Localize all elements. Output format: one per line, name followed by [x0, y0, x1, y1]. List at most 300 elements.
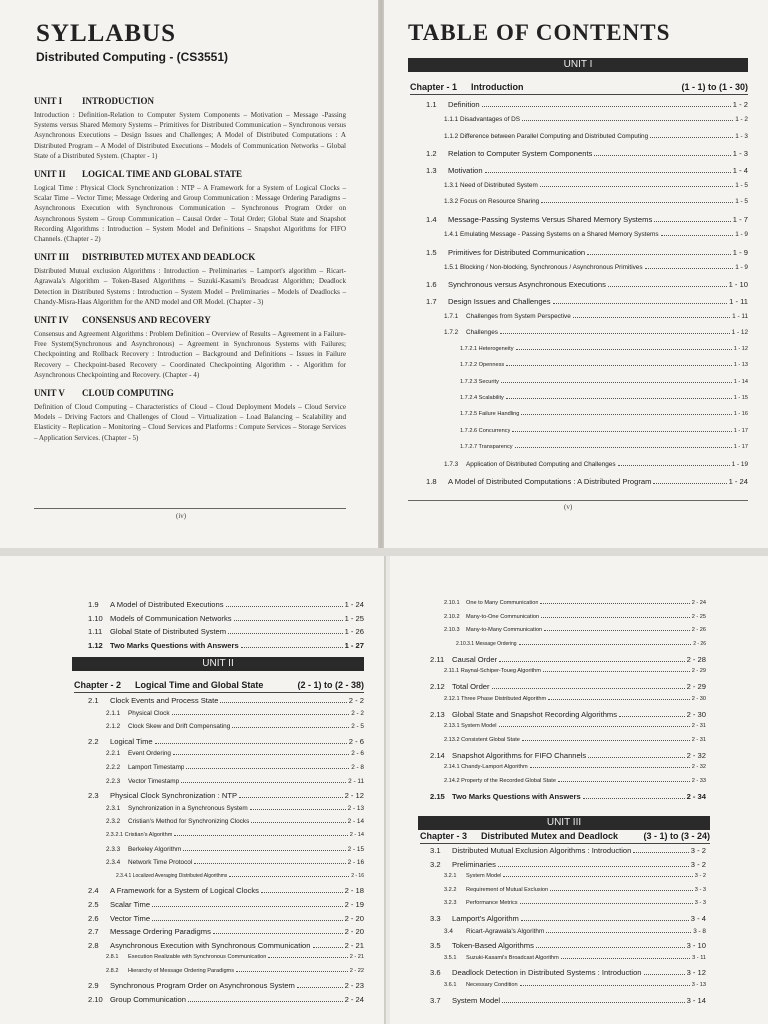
toc-entry[interactable] [430, 873, 706, 887]
unit-number: UNIT V [34, 388, 65, 399]
unit-heading [34, 252, 346, 262]
unit-number: UNIT III [34, 252, 70, 263]
entry-title: Vector Timestamp [128, 777, 180, 785]
dot-leader [550, 890, 693, 891]
entry-number: 2.8.1 [106, 954, 119, 961]
toc-entry[interactable] [426, 395, 748, 411]
dot-leader [594, 155, 730, 156]
entry-number: 1.7 [426, 296, 437, 306]
entry-title: Total Order [452, 682, 490, 692]
dot-leader [522, 120, 733, 121]
entry-number: 3.5.1 [444, 954, 457, 961]
entry-page: 3 - 2 [694, 873, 706, 880]
entry-page: 1 - 11 [729, 296, 748, 306]
toc-page-2 [0, 556, 384, 1024]
toc-entry[interactable] [426, 149, 748, 165]
dot-leader [181, 782, 346, 783]
toc-entry[interactable] [88, 832, 364, 846]
toc-entry[interactable] [88, 641, 364, 655]
toc-entry[interactable] [88, 914, 364, 928]
entry-title: Lamport's Algorithm [452, 913, 519, 923]
toc-entry[interactable] [426, 362, 748, 378]
entry-title: Primitives for Distributed Communication [448, 247, 586, 257]
entry-page: 3 - 10 [686, 941, 706, 951]
toc-page-1 [384, 0, 768, 548]
entry-number: 3.7 [430, 995, 441, 1005]
dot-leader [544, 630, 690, 631]
dot-leader [194, 863, 345, 864]
entry-title: Many-to-One Communication [466, 613, 540, 620]
entry-number: 3.2.2 [444, 886, 457, 893]
toc-entry[interactable] [430, 860, 706, 874]
entry-title: 2.3.4.1 Localized Averaging Distributed Algorithms [116, 872, 228, 879]
entry-title: 1.1.1 Disadvantages of DS [444, 116, 521, 124]
entry-title: Global State and Snapshot Recording Algorithms [452, 709, 618, 719]
scan-gap [0, 548, 768, 556]
toc-entry[interactable] [426, 133, 748, 149]
entry-page: 1 - 13 [733, 362, 748, 369]
entry-page: 1 - 11 [732, 313, 748, 321]
entry-page: 3 - 12 [686, 968, 706, 978]
entry-title: Deadlock Detection in Distributed Systems : Introduction [452, 968, 642, 978]
toc-entry[interactable] [426, 231, 748, 247]
toc-entry[interactable] [88, 927, 364, 941]
toc-entry[interactable] [430, 614, 706, 628]
entry-page: 2 - 6 [351, 750, 364, 758]
toc-entry[interactable] [426, 313, 748, 329]
entry-number: 2.8.2 [106, 967, 119, 974]
dot-leader [173, 754, 349, 755]
toc-entry[interactable] [88, 981, 364, 995]
entry-number: 2.14 [430, 750, 445, 760]
toc-entry[interactable] [430, 668, 706, 682]
toc-entry[interactable] [430, 600, 706, 614]
entry-number: 2.10.3 [444, 627, 460, 634]
dot-leader [536, 947, 685, 948]
entry-title: Scalar Time [110, 899, 151, 909]
entry-title: Challenges from System Perspective [466, 313, 571, 321]
entry-title: Logical Time [110, 736, 153, 746]
dot-leader [236, 971, 348, 972]
toc-entry[interactable] [430, 682, 706, 696]
toc-entry[interactable] [426, 411, 748, 427]
entry-number: 3.4 [444, 927, 453, 935]
entry-number: 1.4 [426, 214, 437, 224]
entry-title: Performance Metrics [466, 900, 518, 907]
dot-leader [543, 671, 690, 672]
entry-page: 2 - 21 [344, 940, 364, 950]
dot-leader [619, 716, 685, 717]
entry-title: Berkeley Algorithm [128, 845, 182, 853]
entry-title: Asynchronous Execution with Synchronous Communication [110, 940, 311, 950]
toc-entry[interactable] [426, 477, 748, 493]
toc-entry[interactable] [430, 941, 706, 955]
unit-heading [34, 96, 346, 106]
entry-page: 1 - 24 [728, 476, 748, 486]
dot-leader [516, 349, 732, 350]
entry-page: 2 - 29 [686, 682, 706, 692]
toc-entry[interactable] [430, 792, 706, 806]
entry-page: 2 - 21 [349, 954, 364, 961]
toc-entry[interactable] [88, 968, 364, 982]
unit-description: Introduction : Definition-Relation to Computer System Components – Motivation – Message -Passing Systems versus Shared Memory Systems – Primitives for Distributed Communication – Synchronous versus Asynchronous Executions – Design Issues and Challenges; A Model of Distributed Computations : A Distributed Program – A Model of Distributed Executions – Models of Communication Networks – Global State of a Distributed System. (Chapter - 1) [34, 111, 346, 160]
dot-leader [618, 465, 730, 466]
entry-title: Definition [448, 100, 480, 109]
entry-number: 2.1 [88, 696, 99, 705]
chapter-range: (3 - 1) to (3 - 24) [643, 831, 710, 841]
toc-entry[interactable] [426, 215, 748, 231]
chapter-3-heading [420, 831, 710, 841]
dot-leader [220, 702, 346, 703]
entry-title: Cristian's Method for Synchronizing Clocks [128, 818, 250, 826]
dot-leader [250, 809, 346, 810]
dot-leader [530, 767, 690, 768]
toc-entry[interactable] [88, 600, 364, 614]
dot-leader [661, 235, 734, 236]
entry-page: 2 - 11 [348, 777, 364, 785]
dot-leader [492, 688, 685, 689]
toc-entry[interactable] [426, 444, 748, 460]
toc-entry[interactable] [426, 461, 748, 477]
toc-entry[interactable] [430, 914, 706, 928]
toc-entry[interactable] [426, 297, 748, 313]
toc-entry[interactable] [88, 859, 364, 873]
toc-entry[interactable] [88, 995, 364, 1009]
dot-leader [588, 757, 684, 758]
toc-entry[interactable] [430, 900, 706, 914]
entry-number: 2.3 [88, 791, 99, 801]
entry-title: Synchronous Program Order on Asynchronous System [110, 981, 295, 991]
entry-page: 2 - 26 [691, 627, 706, 634]
entry-number: 3.2.3 [444, 900, 457, 907]
dot-leader [228, 633, 343, 634]
dot-leader [573, 317, 730, 318]
toc-entry[interactable] [430, 627, 706, 641]
entry-title: A Model of Distributed Computations : A Distributed Program [448, 476, 652, 486]
entry-page: 2 - 31 [691, 736, 706, 743]
toc-entry[interactable] [88, 737, 364, 751]
chapter-label: Chapter - 1 [410, 82, 458, 92]
entry-page: 1 - 7 [732, 214, 748, 224]
page-folio: (v) [564, 503, 573, 511]
toc-entry[interactable] [430, 982, 706, 996]
entry-title: 2.3.2.1 Cristian's Algorithm [106, 831, 173, 838]
entry-page: 1 - 4 [732, 165, 748, 175]
entry-page: 1 - 27 [344, 640, 364, 650]
entry-page: 1 - 17 [733, 444, 748, 451]
toc-entry[interactable] [430, 928, 706, 942]
entry-page: 1 - 17 [733, 427, 748, 434]
toc-entry[interactable] [426, 379, 748, 395]
toc-entry[interactable] [88, 805, 364, 819]
entry-number: 2.2.3 [106, 777, 121, 785]
entry-title: Network Time Protocol [128, 859, 193, 867]
dot-leader [519, 644, 692, 645]
entry-title: System Model [466, 873, 502, 880]
toc-entry[interactable] [426, 428, 748, 444]
chapter-name: Introduction [471, 82, 524, 92]
entry-title: 1.7.2.4 Scalability [460, 395, 504, 402]
chapter-name: Logical Time and Global State [135, 680, 264, 690]
dot-leader [522, 740, 690, 741]
chapter-rule [410, 94, 748, 95]
toc-entry[interactable] [88, 886, 364, 900]
toc-entry[interactable] [88, 941, 364, 955]
entry-number: 2.12 [430, 682, 445, 692]
toc-entry[interactable] [88, 614, 364, 628]
entry-page: 2 - 12 [344, 791, 364, 801]
entry-title: Lamport Timestamp [128, 763, 185, 771]
entry-title: Synchronization in a Synchronous System [128, 804, 248, 812]
chapter-range: (2 - 1) to (2 - 38) [297, 680, 364, 690]
dot-leader [653, 483, 726, 484]
syllabus-units [34, 88, 346, 443]
dot-leader [482, 106, 731, 107]
entry-number: 1.8 [426, 476, 437, 486]
entry-page: 1 - 26 [344, 627, 364, 636]
unit-description: Logical Time : Physical Clock Synchronization : NTP – A Framework for a System of Logical Clocks – Scalar Time – Vector Time; Message Ordering and Group Communication : Message Ordering Paradigms – Asynchronous Execution with Synchronous Communication – Synchronous Program Order on Asynchronous System – Group Communication – Causal Order – Total Order; Global State and Snapshot Recording Algorithms : Introduction – System Model and Definitions – Snapshot Algorithms for FIFO Channels. (Chapter - 2) [34, 184, 346, 244]
unit-number: UNIT I [34, 96, 63, 106]
entry-number: 2.10.1 [444, 600, 460, 606]
entry-title: 1.7.2.6 Concurrency [460, 427, 511, 434]
dot-leader [515, 447, 732, 448]
entry-page: 3 - 2 [690, 846, 706, 855]
toc-title: TABLE OF CONTENTS [408, 20, 671, 45]
entry-number: 2.4 [88, 886, 99, 896]
toc-entry[interactable] [430, 723, 706, 737]
entry-number: 1.7.1 [444, 313, 459, 321]
unit-title: INTRODUCTION [82, 96, 155, 106]
toc-entry[interactable] [88, 696, 364, 710]
unit-title: CLOUD COMPUTING [82, 388, 174, 399]
entry-title: Challenges [466, 329, 498, 337]
entry-number: 2.15 [430, 791, 445, 801]
entry-title: Suzuki-Kasami's Broadcast Algorithm [466, 954, 559, 961]
toc-entry[interactable] [430, 887, 706, 901]
toc-list [426, 100, 748, 493]
unit-description: Distributed Mutual exclusion Algorithms : Introduction – Preliminaries – Lamport's algorithm – Ricart-Agrawala's Algorithm – Token-Based Algorithms – Suzuki-Kasami's Broadcast Algorithm; Deadlock Detection in Distributed Systems : Introduction – System Model – Preliminaries – Models of Deadlocks – Chandy-Misra-Haas Algorithm for the AND model and OR Model. (Chapter - 3) [34, 267, 346, 306]
entry-page: 2 - 28 [686, 654, 706, 664]
toc-entry[interactable] [426, 166, 748, 182]
footer-rule [408, 500, 748, 501]
toc-entry[interactable] [88, 750, 364, 764]
toc-entry[interactable] [430, 696, 706, 710]
dot-leader [172, 714, 350, 715]
entry-title: A Framework for a System of Logical Clocks [110, 886, 259, 896]
entry-page: 3 - 2 [690, 859, 706, 869]
entry-page: 2 - 33 [691, 777, 706, 784]
entry-number: 3.5 [430, 941, 441, 951]
entry-number: 2.10.2 [444, 613, 460, 620]
toc-entry[interactable] [426, 346, 748, 362]
toc-entry[interactable] [430, 655, 706, 669]
entry-page: 2 - 16 [347, 859, 364, 867]
entry-page: 3 - 8 [693, 927, 706, 935]
entry-number: 2.3.1 [106, 804, 121, 812]
dot-leader [541, 202, 733, 203]
syllabus-title: SYLLABUS [36, 20, 176, 47]
entry-page: 3 - 13 [691, 981, 706, 988]
entry-title: Vector Time [110, 913, 151, 923]
dot-leader [485, 172, 731, 173]
entry-title: Relation to Computer System Components [448, 149, 593, 159]
dot-leader [239, 797, 343, 798]
entry-number: 1.2 [426, 149, 437, 159]
entry-page: 3 - 11 [692, 954, 706, 961]
entry-number: 2.2 [88, 736, 99, 746]
dot-leader [502, 1002, 684, 1003]
toc-entry[interactable] [430, 846, 706, 860]
entry-number: 1.10 [88, 613, 103, 623]
toc-entry[interactable] [430, 710, 706, 724]
toc-entry[interactable] [88, 846, 364, 860]
toc-entry[interactable] [88, 723, 364, 737]
entry-number: 2.1.2 [106, 723, 121, 731]
dot-leader [241, 647, 343, 648]
dot-leader [558, 781, 690, 782]
entry-title: 1.3.1 Need of Distributed System [444, 181, 538, 189]
toc-entry[interactable] [88, 818, 364, 832]
dot-leader [654, 221, 731, 222]
dot-leader [500, 333, 730, 334]
entry-title: A Model of Distributed Executions [110, 600, 224, 609]
entry-page: 2 - 26 [693, 641, 706, 648]
toc-entry[interactable] [88, 778, 364, 792]
entry-title: Event Ordering [128, 750, 171, 758]
dot-leader [540, 186, 733, 187]
entry-number: 3.6.1 [444, 981, 457, 988]
entry-page: 1 - 16 [733, 411, 748, 418]
entry-title: 1.4.1 Emulating Message - Passing Systems on a Shared Memory Systems [444, 231, 659, 239]
entry-page: 1 - 10 [728, 280, 748, 290]
dot-leader [608, 286, 727, 287]
entry-page: 1 - 25 [344, 613, 364, 623]
dot-leader [503, 876, 692, 877]
toc-entry[interactable] [426, 264, 748, 280]
toc-entry[interactable] [88, 710, 364, 724]
entry-title: Models of Communication Networks [110, 613, 232, 623]
dot-leader [188, 1001, 343, 1002]
entry-number: 3.6 [430, 968, 441, 978]
toc-entry[interactable] [430, 778, 706, 792]
toc-entry[interactable] [88, 900, 364, 914]
entry-title: Message Ordering Paradigms [110, 927, 211, 937]
toc-entry[interactable] [426, 248, 748, 264]
entry-number: 2.3.2 [106, 818, 121, 826]
dot-leader [174, 835, 347, 836]
entry-number: 3.2 [430, 859, 441, 869]
entry-page: 1 - 9 [735, 231, 748, 239]
toc-entry[interactable] [430, 751, 706, 765]
chapter-rule [420, 843, 710, 844]
entry-number: 2.3.3 [106, 845, 121, 853]
entry-title: Motivation [448, 165, 483, 175]
toc-entry[interactable] [426, 182, 748, 198]
unit-heading [34, 169, 346, 179]
unit-description: Consensus and Agreement Algorithms : Problem Definition – Overview of Results – Agreement in a Failure-Free System(Synchronous and Asynchronous) – Agreement in Synchronous Systems with Failures; Checkpointing and Rollback Recovery : Introduction – Background and Definitions – Issues in Failure Recovery – Checkpoint-based Recovery – Coordinated Checkpointing Algorithm - - Algorithm for Asynchronous Checkpointing and Recovery. (Chapter - 4) [34, 330, 346, 379]
entry-title: 1.3.2 Focus on Resource Sharing [444, 198, 540, 206]
dot-leader [268, 957, 347, 958]
entry-number: 1.6 [426, 280, 437, 290]
toc-entry[interactable] [430, 737, 706, 751]
entry-title: System Model [452, 995, 501, 1005]
entry-title: Requirement of Mutual Exclusion [466, 886, 549, 893]
chapter-label: Chapter - 2 [74, 680, 122, 690]
entry-title: Physical Clock [128, 709, 170, 717]
entry-number: 2.11 [430, 654, 445, 664]
entry-title: Two Marks Questions with Answers [110, 640, 239, 650]
entry-title: 2.10.3.1 Message Ordering [456, 641, 517, 648]
dot-leader [152, 920, 342, 921]
entry-page: 2 - 20 [344, 913, 364, 923]
entry-page: 1 - 3 [732, 149, 748, 159]
toc-entry[interactable] [426, 280, 748, 296]
entry-page: 2 - 15 [347, 845, 364, 853]
entry-page: 1 - 5 [735, 198, 748, 206]
entry-title: Message-Passing Systems Versus Shared Memory Systems [448, 214, 653, 224]
toc-entry[interactable] [88, 954, 364, 968]
toc-entry[interactable] [430, 955, 706, 969]
syllabus-page [0, 0, 378, 548]
dot-leader [506, 365, 732, 366]
entry-page: 2 - 6 [348, 736, 364, 746]
dot-leader [234, 620, 343, 621]
entry-page: 2 - 25 [691, 613, 706, 620]
entry-title: 2.11.1 Raynal-Schiper-Toueg Algorithm [444, 668, 541, 675]
entry-number: 2.7 [88, 927, 99, 937]
toc-entry[interactable] [426, 198, 748, 214]
entry-title: Ricart-Agrawala's Algorithm [466, 927, 545, 935]
chapter-1-heading [410, 82, 748, 92]
toc-entry[interactable] [88, 627, 364, 641]
dot-leader [583, 798, 685, 799]
entry-number: 1.3 [426, 165, 437, 175]
entry-title: 1.7.2.7 Transparency [460, 444, 513, 451]
entry-page: 2 - 16 [351, 872, 364, 879]
entry-page: 2 - 14 [347, 818, 364, 826]
toc-entry[interactable] [430, 764, 706, 778]
entry-page: 2 - 2 [348, 696, 364, 705]
entry-title: Token-Based Algorithms [452, 941, 534, 951]
chapter-range: (1 - 1) to (1 - 30) [681, 82, 748, 92]
entry-page: 1 - 2 [735, 116, 748, 124]
unit-title: DISTRIBUTED MUTEX AND DEADLOCK [82, 252, 256, 263]
footer-rule [34, 508, 346, 509]
toc-entry[interactable] [426, 116, 748, 132]
entry-title: Execution Realizable with Synchronous Communication [128, 954, 267, 961]
toc-entry[interactable] [430, 996, 706, 1010]
toc-entry[interactable] [88, 764, 364, 778]
entry-number: 2.13 [430, 709, 445, 719]
entry-number: 2.3.4 [106, 859, 121, 867]
toc-entry[interactable] [426, 100, 748, 116]
toc-list [88, 696, 364, 1009]
entry-page: 2 - 23 [344, 981, 364, 991]
dot-leader [633, 852, 688, 853]
entry-title: 1.5.1 Blocking / Non-blocking, Synchronous / Asynchronous Primitives [444, 263, 643, 271]
toc-entry[interactable] [88, 873, 364, 887]
toc-entry[interactable] [88, 791, 364, 805]
toc-entry[interactable] [430, 968, 706, 982]
toc-entry[interactable] [426, 329, 748, 345]
dot-leader [313, 947, 343, 948]
toc-entry[interactable] [430, 641, 706, 655]
entry-number: 3.1 [430, 846, 441, 855]
dot-leader [546, 932, 691, 933]
dot-leader [261, 892, 343, 893]
entry-page: 2 - 22 [349, 967, 364, 974]
entry-number: 1.12 [88, 640, 103, 650]
